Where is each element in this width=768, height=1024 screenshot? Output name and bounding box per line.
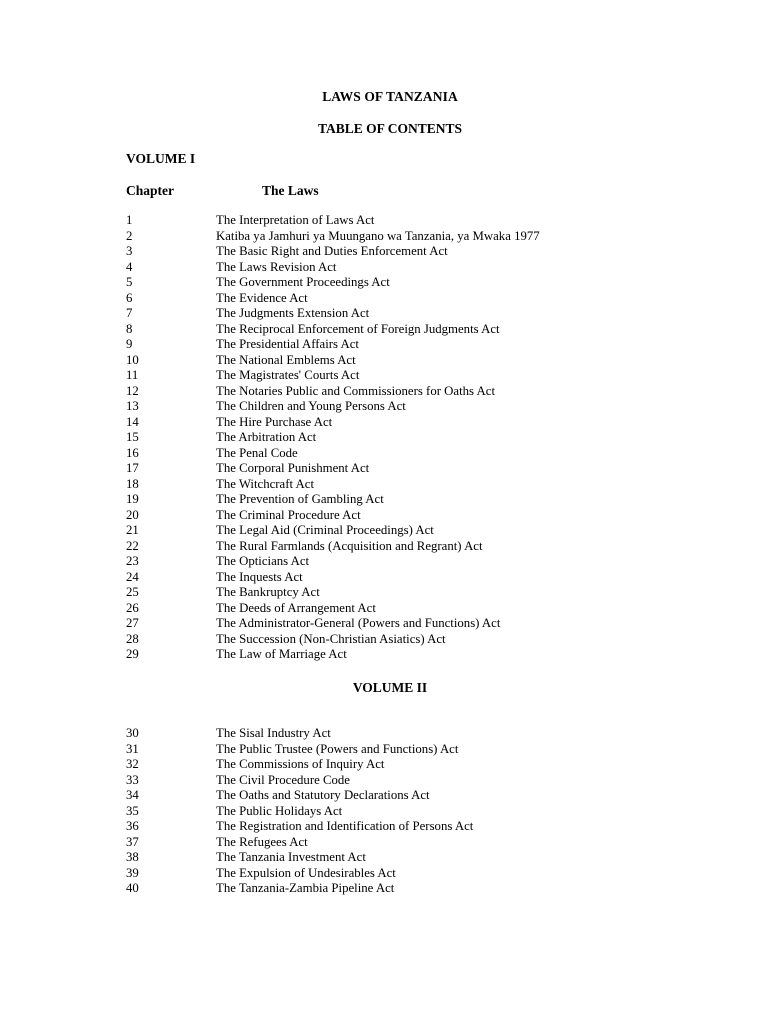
toc-entry <box>0 477 768 493</box>
chapter-number: 3 <box>126 244 133 258</box>
toc-entry <box>0 773 768 789</box>
law-title: The Refugees Act <box>216 834 308 849</box>
law-title: The Tanzania-Zambia Pipeline Act <box>216 881 395 895</box>
toc-entry <box>0 523 768 539</box>
chapter-number: 5 <box>126 275 133 289</box>
volume-2-entries-list <box>0 726 768 897</box>
toc-entry <box>0 788 768 804</box>
law-title: The Magistrates' Courts Act <box>216 368 360 382</box>
law-title: The Corporal Punishment Act <box>216 461 370 475</box>
law-title: The Oaths and Statutory Declarations Act <box>216 788 430 802</box>
table-of-contents-heading: TABLE OF CONTENTS <box>317 121 463 136</box>
law-title: The Sisal Industry Act <box>216 726 331 740</box>
toc-entry <box>0 446 768 462</box>
chapter-number: 2 <box>126 228 133 243</box>
chapter-number: 31 <box>126 741 139 756</box>
toc-entry <box>0 819 768 835</box>
law-title: The Children and Young Persons Act <box>216 399 406 413</box>
law-title: The Law of Marriage Act <box>216 647 347 661</box>
law-title: The Government Proceedings Act <box>216 275 390 289</box>
chapter-number: 24 <box>126 569 139 584</box>
law-title: The Arbitration Act <box>216 430 317 444</box>
toc-entry <box>0 835 768 851</box>
law-title: The Reciprocal Enforcement of Foreign Judgments Act <box>216 321 500 336</box>
law-title: Katiba ya Jamhuri ya Muungano wa Tanzania, ya Mwaka 1977 <box>216 228 540 243</box>
toc-entry <box>0 322 768 338</box>
chapter-number: 6 <box>126 290 133 305</box>
toc-entry <box>0 850 768 866</box>
chapter-number: 1 <box>126 213 133 227</box>
chapter-number: 35 <box>126 803 139 818</box>
chapter-number: 32 <box>126 757 139 771</box>
law-title: The Succession (Non-Christian Asiatics) Act <box>216 631 446 646</box>
toc-entry <box>0 461 768 477</box>
chapter-number: 14 <box>126 414 139 429</box>
law-title: The Basic Right and Duties Enforcement Act <box>216 244 448 258</box>
law-title: The Bankruptcy Act <box>216 585 320 599</box>
law-title: The Prevention of Gambling Act <box>216 492 384 506</box>
toc-entry <box>0 291 768 307</box>
toc-entry <box>0 384 768 400</box>
chapter-number: 20 <box>126 507 139 522</box>
toc-entry <box>0 244 768 260</box>
chapter-number: 39 <box>126 865 139 880</box>
law-title: The Rural Farmlands (Acquisition and Regrant) Act <box>216 538 483 553</box>
law-title: The Commissions of Inquiry Act <box>216 757 385 771</box>
chapter-number: 12 <box>126 383 139 398</box>
chapter-number: 11 <box>126 368 139 382</box>
law-title: The Witchcraft Act <box>216 476 315 491</box>
law-title: The Presidential Affairs Act <box>216 337 359 351</box>
law-title: The Notaries Public and Commissioners for Oaths Act <box>216 383 496 398</box>
toc-entry <box>0 601 768 617</box>
law-title: The Registration and Identification of Persons Act <box>216 819 474 833</box>
chapter-number: 34 <box>126 788 139 802</box>
law-title: The Laws Revision Act <box>216 259 337 274</box>
chapter-number: 29 <box>126 647 139 661</box>
chapter-column-header: Chapter <box>126 183 174 198</box>
toc-entry <box>0 368 768 384</box>
law-title: The Expulsion of Undesirables Act <box>216 865 396 880</box>
law-title: The Judgments Extension Act <box>216 306 370 320</box>
chapter-number: 16 <box>126 445 139 460</box>
law-title: The Deeds of Arrangement Act <box>216 600 376 615</box>
chapter-number: 17 <box>126 461 139 475</box>
toc-entry <box>0 570 768 586</box>
law-title: The Public Trustee (Powers and Functions) Act <box>216 741 459 756</box>
toc-entry <box>0 399 768 415</box>
law-title: The Hire Purchase Act <box>216 414 333 429</box>
volume-1-entries-list <box>0 213 768 663</box>
toc-entry <box>0 430 768 446</box>
law-title: The Legal Aid (Criminal Proceedings) Act <box>216 523 434 537</box>
toc-entry <box>0 757 768 773</box>
toc-entry <box>0 616 768 632</box>
chapter-number: 36 <box>126 819 139 833</box>
toc-entry <box>0 647 768 663</box>
chapter-number: 27 <box>126 616 139 630</box>
toc-entry <box>0 213 768 229</box>
volume-2-heading: VOLUME II <box>352 680 428 695</box>
toc-entry <box>0 866 768 882</box>
law-title: The Evidence Act <box>216 290 308 305</box>
toc-entry <box>0 353 768 369</box>
law-title: The Administrator-General (Powers and Functions) Act <box>216 616 501 630</box>
toc-entry <box>0 804 768 820</box>
toc-entry <box>0 585 768 601</box>
toc-entry <box>0 539 768 555</box>
toc-entry <box>0 275 768 291</box>
toc-entry <box>0 229 768 245</box>
toc-entry <box>0 742 768 758</box>
chapter-number: 15 <box>126 430 139 444</box>
chapter-number: 30 <box>126 726 139 740</box>
chapter-number: 38 <box>126 850 139 864</box>
chapter-number: 25 <box>126 585 139 599</box>
volume-1-heading: VOLUME I <box>126 151 196 166</box>
chapter-number: 22 <box>126 538 139 553</box>
law-title: The Opticians Act <box>216 554 310 568</box>
chapter-number: 18 <box>126 476 139 491</box>
law-title: The Penal Code <box>216 445 298 460</box>
chapter-number: 8 <box>126 321 133 336</box>
laws-column-header: The Laws <box>262 183 319 198</box>
toc-entry <box>0 554 768 570</box>
chapter-number: 33 <box>126 772 139 787</box>
law-title: The National Emblems Act <box>216 352 356 367</box>
chapter-number: 10 <box>126 352 139 367</box>
toc-entry <box>0 508 768 524</box>
toc-entry <box>0 492 768 508</box>
law-title: The Tanzania Investment Act <box>216 850 366 864</box>
chapter-number: 13 <box>126 399 139 413</box>
chapter-number: 23 <box>126 554 139 568</box>
law-title: The Interpretation of Laws Act <box>216 213 375 227</box>
toc-entry <box>0 260 768 276</box>
toc-entry <box>0 306 768 322</box>
toc-entry <box>0 337 768 353</box>
document-title: LAWS OF TANZANIA <box>322 89 458 104</box>
law-title: The Civil Procedure Code <box>216 772 350 787</box>
chapter-number: 40 <box>126 881 139 895</box>
toc-entry <box>0 726 768 742</box>
chapter-number: 7 <box>126 306 133 320</box>
toc-entry <box>0 881 768 897</box>
chapter-number: 9 <box>126 337 133 351</box>
chapter-number: 37 <box>126 834 139 849</box>
chapter-number: 26 <box>126 600 139 615</box>
law-title: The Public Holidays Act <box>216 803 343 818</box>
chapter-number: 28 <box>126 631 139 646</box>
law-title: The Criminal Procedure Act <box>216 507 361 522</box>
toc-entry <box>0 415 768 431</box>
chapter-number: 21 <box>126 523 139 537</box>
chapter-number: 19 <box>126 492 139 506</box>
toc-entry <box>0 632 768 648</box>
law-title: The Inquests Act <box>216 569 303 584</box>
chapter-number: 4 <box>126 259 133 274</box>
